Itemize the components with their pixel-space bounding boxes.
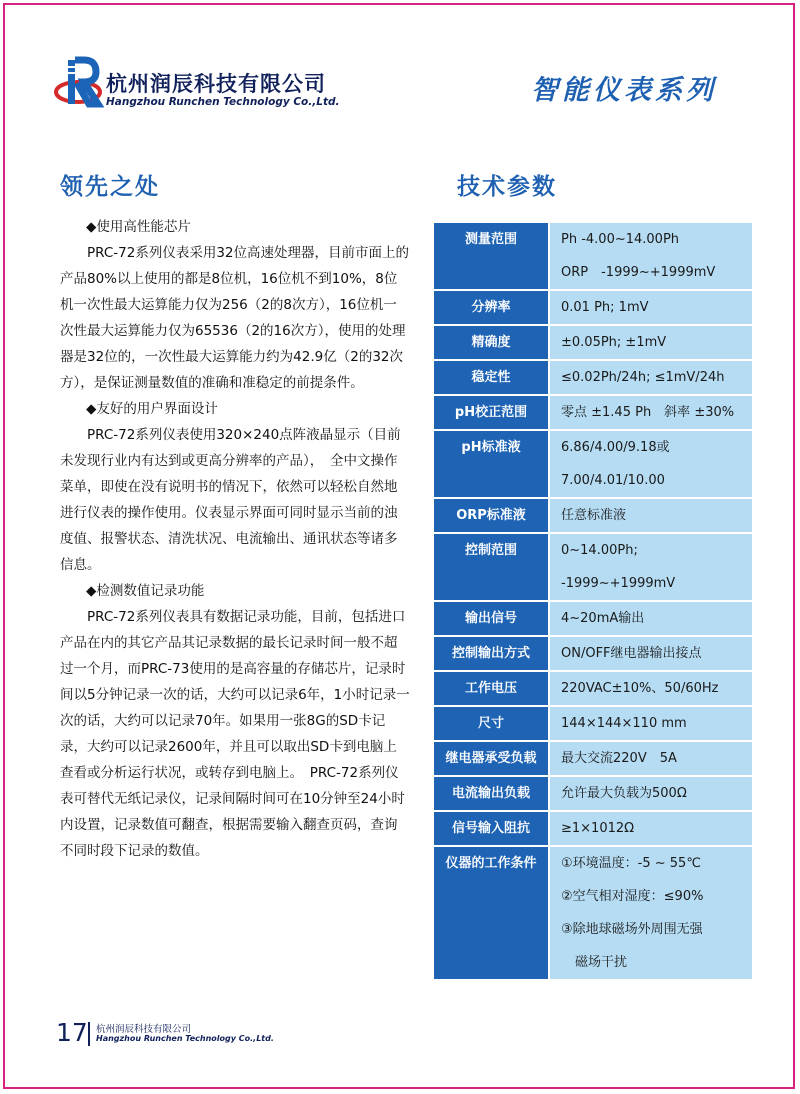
spec-label: 控制范围 xyxy=(464,543,517,558)
table-row xyxy=(433,671,753,706)
left-section-title: 领先之处 xyxy=(60,174,160,200)
table-row xyxy=(433,846,753,980)
feature-paragraph: PRC-72系列仪表使用320×240点阵液晶显示（目前未发现行业内有达到或更高分辨率的产品）， 全中文操作菜单，即使在没有说明书的情况下，依然可以轻松自然地进行仪表的操作使用。仪表显示界面可同时显示当前的浊度值、报警状态、清洗状况、电流输出、通讯状态等诸多信息。 xyxy=(60,427,401,573)
spec-value: -1999~+1999mV xyxy=(561,576,676,591)
table-row xyxy=(433,776,753,811)
footer-company-en: Hangzhou Runchen Technology Co.,Ltd. xyxy=(96,1034,274,1043)
table-row xyxy=(433,706,753,741)
table-row xyxy=(433,533,753,601)
spec-value: ON/OFF继电器输出接点 xyxy=(561,646,702,661)
feature-text xyxy=(60,214,410,864)
feature-heading: ◆检测数值记录功能 xyxy=(86,583,205,599)
table-row xyxy=(433,290,753,325)
spec-value: 6.86/4.00/9.18或 xyxy=(561,440,670,455)
spec-value: 磁场干扰 xyxy=(575,955,628,970)
page-number: 17 xyxy=(56,1018,88,1047)
spec-value: 任意标准液 xyxy=(561,508,627,523)
spec-label: 继电器承受负载 xyxy=(445,751,537,766)
spec-value: 最大交流220V 5A xyxy=(561,751,677,766)
spec-value: 144×144×110 mm xyxy=(561,716,687,731)
feature-paragraph: PRC-72系列仪表具有数据记录功能，目前，包括进口产品在内的其它产品其记录数据的最长记录时间一般不超过一个月，而PRC-73使用的是高容量的存储芯片，记录时间以5分钟记录一次的话，大约可以记录6年，1小时记录一次的话，大约可以记录70年。如果用一张8G的SD卡记录，大约可以记录2600年，并且可以取出SD卡到电脑上查看或分析运行状况，或转存到电脑上。 PRC-72系列仪表可替代无纸记录仪，记录间隔时间可在10分钟至24小时内设置，记录数值可翻查，根据需要输入翻查页码，查询不同时段下记录的数值。 xyxy=(60,609,410,859)
spec-label: 仪器的工作条件 xyxy=(445,856,537,871)
spec-value: ①环境温度：-5 ~ 55℃ xyxy=(561,856,701,871)
spec-label: ORP标准液 xyxy=(456,508,526,523)
spec-value: 4~20mA输出 xyxy=(561,611,645,626)
spec-label: 电流输出负载 xyxy=(451,786,530,801)
right-section-title: 技术参数 xyxy=(457,174,557,200)
spec-value: ②空气相对湿度：≤90% xyxy=(561,889,704,904)
spec-label: 工作电压 xyxy=(464,681,517,696)
spec-value: ③除地球磁场外周围无强 xyxy=(561,922,703,937)
table-row xyxy=(433,811,753,846)
spec-value: Ph -4.00~14.00Ph xyxy=(561,232,680,247)
spec-value: 零点 ±1.45 Ph 斜率 ±30% xyxy=(561,405,735,420)
company-logo-icon xyxy=(54,56,110,108)
spec-label: 测量范围 xyxy=(464,232,517,247)
table-row xyxy=(433,601,753,636)
footer-divider xyxy=(88,1022,90,1046)
table-row xyxy=(433,498,753,533)
spec-value: ORP -1999~+1999mV xyxy=(561,265,716,280)
feature-paragraph: PRC-72系列仪表采用32位高速处理器，目前市面上的产品80%以上使用的都是8位机，16位机不到10%，8位机一次性最大运算能力仅为256（2的8次方），16位机一次性最大运算能力仅为65536（2的16次方），使用的处理器是32位的，一次性最大运算能力约为42.9亿（2的32次方），是保证测量数值的准确和准稳定的前提条件。 xyxy=(60,245,410,391)
spec-label: pH校正范围 xyxy=(454,405,528,420)
spec-label: 精确度 xyxy=(471,335,511,350)
spec-label: 尺寸 xyxy=(477,716,504,731)
spec-value: 0~14.00Ph; xyxy=(561,543,638,558)
spec-label: 稳定性 xyxy=(471,370,511,385)
table-row xyxy=(433,395,753,430)
table-row xyxy=(433,741,753,776)
spec-label: 控制输出方式 xyxy=(451,646,530,661)
company-name-cn: 杭州润辰科技有限公司 xyxy=(106,72,326,96)
table-row xyxy=(433,430,753,498)
spec-value: 220VAC±10%、50/60Hz xyxy=(561,681,719,696)
spec-label: 分辨率 xyxy=(471,300,511,315)
feature-heading: ◆使用高性能芯片 xyxy=(86,219,191,235)
series-title: 智能仪表系列 xyxy=(531,75,717,106)
spec-label: 输出信号 xyxy=(464,611,517,626)
table-row xyxy=(433,325,753,360)
spec-value: ±0.05Ph; ±1mV xyxy=(561,335,667,350)
footer-company-cn: 杭州润辰科技有限公司 xyxy=(96,1024,192,1035)
spec-value: 7.00/4.01/10.00 xyxy=(561,473,665,488)
spec-value: 0.01 Ph; 1mV xyxy=(561,300,649,315)
spec-label: 信号输入阻抗 xyxy=(451,821,530,836)
spec-value: ≥1×1012Ω xyxy=(561,821,635,836)
spec-value: 允许最大负载为500Ω xyxy=(561,786,687,801)
table-row xyxy=(433,222,753,290)
feature-heading: ◆友好的用户界面设计 xyxy=(86,401,218,417)
spec-label: pH标准液 xyxy=(461,440,521,455)
spec-table xyxy=(432,221,754,981)
table-row xyxy=(433,636,753,671)
table-row xyxy=(433,360,753,395)
spec-value: ≤0.02Ph/24h; ≤1mV/24h xyxy=(561,370,725,385)
company-name-en: Hangzhou Runchen Technology Co.,Ltd. xyxy=(106,96,340,108)
